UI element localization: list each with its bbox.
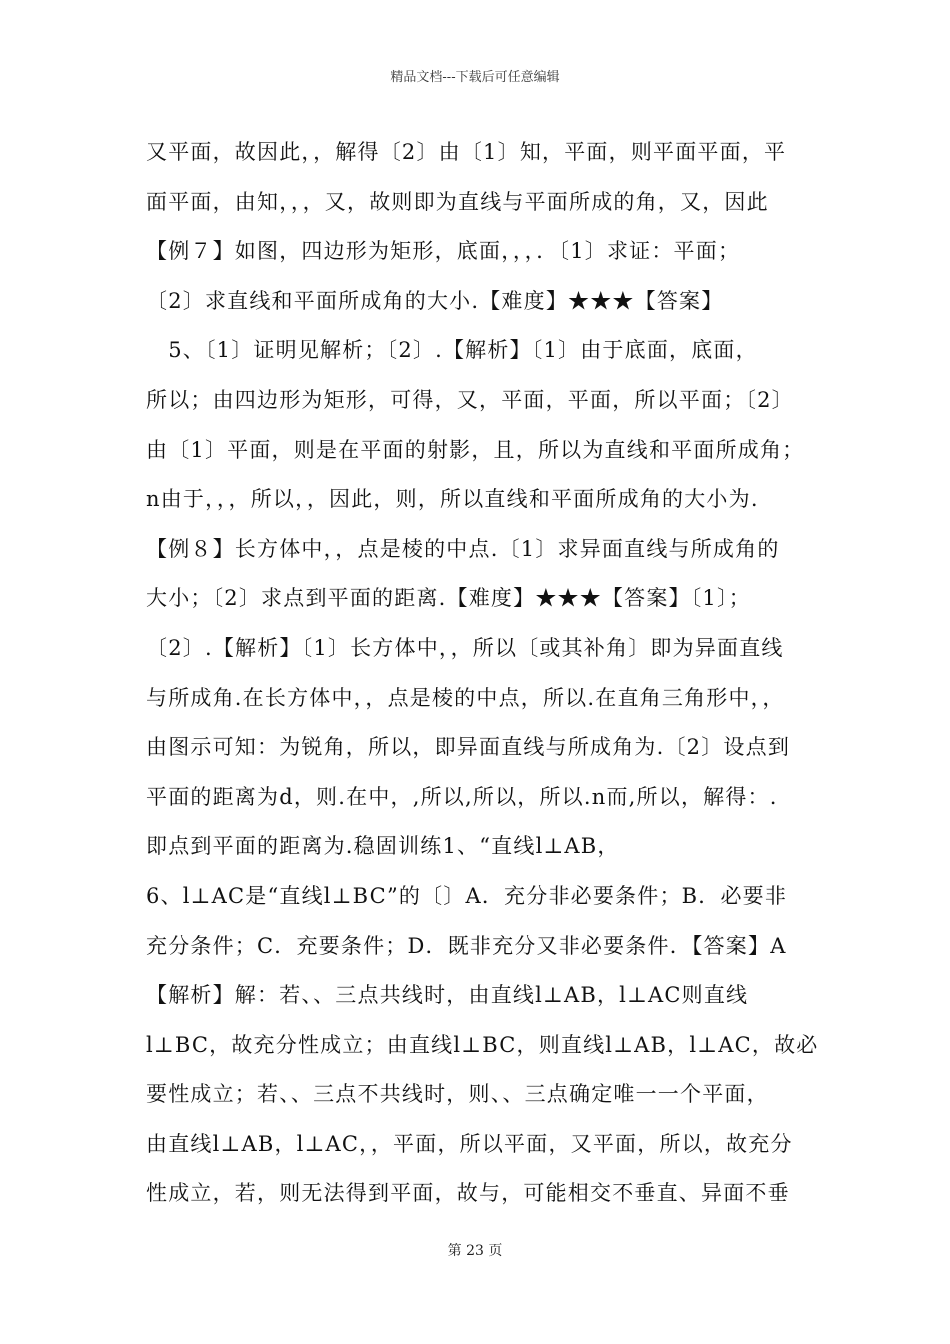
text-line: 〔2〕求直线和平面所成角的大小.【难度】★★★【答案】 [146, 288, 724, 313]
text-line: 面平面，由知，，，又，故则即为直线与平面所成的角，又，因此 [146, 189, 769, 214]
text-line: 【解析】解：若、、三点共线时，由直线l⊥AB，l⊥AC则直线 [146, 983, 749, 1008]
text-line: 大小；〔2〕求点到平面的距离.【难度】★★★【答案】〔1〕； [146, 586, 751, 611]
text-line: 〔2〕.【解析】〔1〕长方体中，，所以〔或其补角〕即为异面直线 [146, 635, 784, 660]
text-line: 【例８】长方体中，，点是棱的中点.〔1〕求异面直线与所成角的 [146, 536, 780, 561]
text-line: 性成立，若，则无法得到平面，故与，可能相交不垂直、异面不垂 [146, 1181, 790, 1206]
text-line: 所以；由四边形为矩形，可得，又，平面，平面，所以平面；〔2〕 [146, 387, 794, 412]
text-line: 平面的距离为d，则.在中，,所以,所以，所以.n而,所以，解得：. [146, 784, 778, 809]
text-line: 由图示可知：为锐角，所以，即异面直线与所成角为.〔2〕设点到 [146, 735, 791, 760]
text-line: 5、〔1〕证明见解析；〔2〕.【解析】〔1〕由于底面，底面， [146, 338, 758, 363]
text-line: n由于，，，所以，，因此，则，所以直线和平面所成角的大小为. [146, 487, 759, 512]
text-line: 【例７】如图，四边形为矩形，底面，，，．〔1〕求证：平面； [146, 239, 741, 264]
text-line: 充分条件；C．充要条件；D．既非充分又非必要条件．【答案】A [146, 933, 787, 958]
text-line: 6、l⊥AC是“直线l⊥BC”的〔〕A．充分非必要条件；B．必要非 [146, 883, 788, 908]
page-number: 第 23 页 [447, 1243, 503, 1259]
text-line: 由直线l⊥AB，l⊥AC，，平面，所以平面，又平面，所以，故充分 [146, 1131, 793, 1156]
text-line: 由〔1〕平面，则是在平面的射影，且，所以为直线和平面所成角； [146, 437, 805, 462]
text-line: 即点到平面的距离为.稳固训练1、“直线l⊥AB， [146, 834, 620, 859]
page-header: 精品文档---下载后可任意编辑 [390, 70, 560, 85]
text-line: 要性成立；若、、三点不共线时，则、、三点确定唯一一个平面， [146, 1082, 769, 1107]
text-line: 与所成角.在长方体中，，点是棱的中点，所以.在直角三角形中，， [146, 685, 785, 710]
text-line: 又平面，故因此，，解得〔2〕由〔1〕知，平面，则平面平面，平 [146, 140, 787, 164]
body-text [146, 128, 819, 1219]
text-line: l⊥BC，故充分性成立；由直线l⊥BC，则直线l⊥AB，l⊥AC，故必 [146, 1032, 819, 1057]
